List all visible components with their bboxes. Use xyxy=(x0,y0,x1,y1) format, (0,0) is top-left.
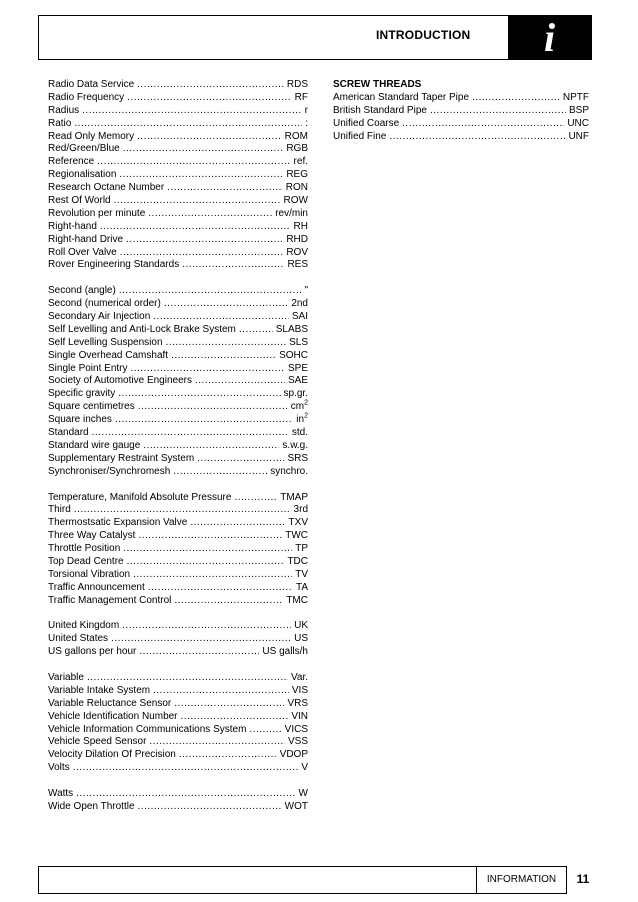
abbreviation-entry xyxy=(48,79,308,92)
abbreviation-entry xyxy=(48,143,308,156)
abbreviation-text: VIS xyxy=(291,684,308,696)
entry-abbreviation xyxy=(569,105,589,118)
entry-abbreviation xyxy=(291,711,308,724)
abbreviation-entry xyxy=(48,247,308,260)
entry-term: Secondary Air Injection xyxy=(48,311,151,323)
abbreviation-text: SRS xyxy=(287,452,308,464)
entry-term: Reference xyxy=(48,156,95,168)
entry-abbreviation xyxy=(291,672,308,685)
dot-leader xyxy=(138,530,282,543)
abbreviation-text: in xyxy=(296,414,305,426)
abbreviation-text: RGB xyxy=(286,143,308,155)
dot-leader xyxy=(123,143,284,156)
abbreviation-text: SPE xyxy=(287,362,308,374)
abbreviation-text: W xyxy=(298,787,308,799)
abbreviation-text: rev/min xyxy=(275,207,308,219)
abbreviation-entry xyxy=(48,569,308,582)
abbreviation-text: SLABS xyxy=(275,323,308,335)
entry-abbreviation xyxy=(285,530,308,543)
screw-threads-list xyxy=(333,92,589,144)
page-number: 11 xyxy=(576,872,590,886)
abbreviation-entry xyxy=(48,414,308,427)
dot-leader xyxy=(133,569,292,582)
entry-term: Specific gravity xyxy=(48,388,116,400)
dot-leader xyxy=(153,685,289,698)
abbreviation-text: V xyxy=(301,762,308,774)
entry-abbreviation xyxy=(284,195,308,208)
dot-leader xyxy=(114,195,281,208)
dot-leader xyxy=(430,105,566,118)
abbreviation-entry xyxy=(48,736,308,749)
entry-abbreviation xyxy=(296,414,308,427)
abbreviation-entry xyxy=(333,131,589,144)
entry-abbreviation xyxy=(305,105,308,118)
abbreviation-text: BSP xyxy=(568,104,589,116)
entry-term: Ratio xyxy=(48,117,72,129)
abbreviation-text: TXV xyxy=(288,517,308,529)
entry-term: Variable Reluctance Sensor xyxy=(48,697,172,709)
footer-section-label: INFORMATION xyxy=(476,866,567,894)
abbreviation-entry xyxy=(48,440,308,453)
abbreviation-text: UNF xyxy=(568,130,589,142)
dot-leader xyxy=(74,504,291,517)
abbreviation-entry xyxy=(48,259,308,272)
abbreviation-text: RHD xyxy=(286,233,308,245)
entry-abbreviation xyxy=(292,311,308,324)
dot-leader xyxy=(122,620,291,633)
dot-leader xyxy=(149,736,285,749)
abbreviation-entry xyxy=(48,530,308,543)
abbreviation-text: ref. xyxy=(293,156,308,168)
entry-term: Volts xyxy=(48,762,70,774)
entry-term: United Kingdom xyxy=(48,620,120,632)
entry-abbreviation xyxy=(286,169,308,182)
dot-leader xyxy=(181,711,289,724)
abbreviation-entry xyxy=(48,105,308,118)
abbreviation-entry xyxy=(48,234,308,247)
dot-leader xyxy=(143,440,279,453)
group-spacer xyxy=(48,659,308,672)
entry-abbreviation xyxy=(289,337,308,350)
entry-term: Red/Green/Blue xyxy=(48,143,120,155)
group-spacer xyxy=(48,775,308,788)
entry-abbreviation xyxy=(286,234,308,247)
abbreviation-entry xyxy=(48,118,308,131)
abbreviation-text: SAI xyxy=(291,311,308,323)
entry-term: Supplementary Restraint System xyxy=(48,452,195,464)
entry-term: Rover Engineering Standards xyxy=(48,259,180,271)
abbreviation-entry xyxy=(48,311,308,324)
dot-leader xyxy=(119,285,302,298)
entry-abbreviation xyxy=(295,543,308,556)
dot-leader xyxy=(92,427,289,440)
entry-term: Vehicle Speed Sensor xyxy=(48,736,147,748)
abbreviation-text: TMAP xyxy=(280,491,308,503)
abbreviation-text: cm xyxy=(290,401,305,413)
entry-abbreviation xyxy=(296,582,308,595)
dot-leader xyxy=(234,492,277,505)
entry-term: Unified Fine xyxy=(333,130,387,142)
entry-abbreviation xyxy=(276,324,308,337)
abbreviation-entry xyxy=(48,401,308,414)
abbreviation-text: TMC xyxy=(286,594,308,606)
entry-term: Research Octane Number xyxy=(48,182,165,194)
entry-abbreviation xyxy=(288,363,308,376)
entry-term: Rest Of World xyxy=(48,195,111,207)
entry-term: Thermostsatic Expansion Valve xyxy=(48,517,188,529)
entry-abbreviation xyxy=(286,247,308,260)
abbreviation-entry xyxy=(48,698,308,711)
abbreviation-text: REG xyxy=(286,169,308,181)
abbreviation-entry xyxy=(48,466,308,479)
dot-leader xyxy=(138,401,288,414)
entry-term: Traffic Management Control xyxy=(48,594,172,606)
abbreviation-text: UNC xyxy=(567,117,589,129)
abbreviation-entry xyxy=(48,620,308,633)
abbreviation-text: s.w.g. xyxy=(282,439,308,451)
abbreviation-entry xyxy=(48,711,308,724)
screw-threads-heading: SCREW THREADS xyxy=(333,79,422,90)
entry-term: Three Way Catalyst xyxy=(48,530,136,542)
entry-abbreviation xyxy=(295,92,308,105)
dot-leader xyxy=(402,118,564,131)
dot-leader xyxy=(111,633,291,646)
section-title: INTRODUCTION xyxy=(376,28,471,42)
entry-term: Regionalisation xyxy=(48,169,117,181)
entry-abbreviation xyxy=(282,440,308,453)
entry-abbreviation xyxy=(299,788,308,801)
entry-abbreviation xyxy=(288,736,308,749)
entry-term: Right-hand xyxy=(48,220,97,232)
entry-abbreviation xyxy=(305,118,308,131)
abbreviation-text: VDOP xyxy=(279,749,308,761)
abbreviation-text: sp.gr. xyxy=(283,388,308,400)
entry-abbreviation xyxy=(294,504,308,517)
abbreviation-entry xyxy=(48,801,308,814)
entry-term: Standard xyxy=(48,427,89,439)
dot-leader xyxy=(97,156,290,169)
entry-abbreviation xyxy=(280,749,308,762)
entry-term: Radio Data Service xyxy=(48,79,135,90)
entry-term: Standard wire gauge xyxy=(48,439,141,451)
entry-term: Single Overhead Camshaft xyxy=(48,349,169,361)
abbreviation-text: US xyxy=(294,633,308,645)
entry-term: Square centimetres xyxy=(48,401,135,413)
entry-term: Society of Automotive Engineers xyxy=(48,375,192,387)
abbreviation-entry xyxy=(48,492,308,505)
abbreviation-text: RF xyxy=(294,91,308,103)
entry-term: Right-hand Drive xyxy=(48,233,124,245)
entry-abbreviation xyxy=(280,492,308,505)
dot-leader xyxy=(148,208,272,221)
screw-threads-section xyxy=(333,79,589,143)
entry-abbreviation xyxy=(304,285,308,298)
entry-term: Self Levelling Suspension xyxy=(48,336,163,348)
abbreviation-text: SOHC xyxy=(279,349,308,361)
abbreviation-text: US galls/h xyxy=(262,646,308,658)
group-spacer xyxy=(48,479,308,492)
dot-leader xyxy=(127,556,285,569)
entry-abbreviation xyxy=(294,156,308,169)
entry-abbreviation xyxy=(286,143,308,156)
abbreviation-entry xyxy=(48,182,308,195)
abbreviation-entry xyxy=(48,350,308,363)
entry-term: United States xyxy=(48,633,109,645)
abbreviation-text: 3rd xyxy=(293,504,308,516)
entry-abbreviation xyxy=(292,427,308,440)
entry-term: Third xyxy=(48,504,71,516)
abbreviation-entry xyxy=(48,633,308,646)
abbreviation-text: TV xyxy=(295,568,308,580)
abbreviation-text: ROV xyxy=(286,246,308,258)
abbreviation-entry xyxy=(48,453,308,466)
abbreviations-list-left xyxy=(48,79,308,814)
abbreviation-text: std. xyxy=(291,427,308,439)
entry-term: Radius xyxy=(48,104,80,116)
entry-term: Traffic Announcement xyxy=(48,581,145,593)
entry-term: Wide Open Throttle xyxy=(48,800,135,812)
entry-term: Unified Coarse xyxy=(333,117,400,129)
dot-leader xyxy=(76,788,295,801)
abbreviation-entry xyxy=(48,131,308,144)
abbreviation-entry xyxy=(333,105,589,118)
dot-leader xyxy=(389,131,565,144)
dot-leader xyxy=(167,182,283,195)
dot-leader xyxy=(195,375,285,388)
entry-term: Single Point Entry xyxy=(48,362,128,374)
entry-term: Revolution per minute xyxy=(48,207,146,219)
entry-term: Top Dead Centre xyxy=(48,555,124,567)
abbreviation-text: synchro. xyxy=(270,465,308,477)
entry-abbreviation xyxy=(285,724,308,737)
abbreviation-entry xyxy=(48,595,308,608)
entry-abbreviation xyxy=(285,131,308,144)
abbreviation-text: RON xyxy=(285,182,308,194)
abbreviation-entry xyxy=(48,195,308,208)
dot-leader xyxy=(174,698,284,711)
abbreviation-text: TWC xyxy=(285,530,308,542)
abbreviation-entry xyxy=(48,156,308,169)
dot-leader xyxy=(239,324,273,337)
entry-abbreviation xyxy=(286,595,308,608)
abbreviation-entry xyxy=(48,582,308,595)
dot-leader xyxy=(153,311,289,324)
abbreviation-text: TDC xyxy=(287,555,308,567)
entry-abbreviation xyxy=(295,569,308,582)
dot-leader xyxy=(123,543,292,556)
entry-term: Read Only Memory xyxy=(48,130,135,142)
entry-abbreviation xyxy=(294,221,308,234)
entry-abbreviation xyxy=(563,92,589,105)
abbreviation-text: SLS xyxy=(289,336,308,348)
dot-leader xyxy=(173,466,267,479)
dot-leader xyxy=(100,221,291,234)
abbreviation-text: " xyxy=(304,285,308,297)
superscript: 2 xyxy=(304,399,308,407)
information-icon: i xyxy=(508,16,591,59)
dot-leader xyxy=(179,749,277,762)
abbreviation-entry xyxy=(48,788,308,801)
entry-abbreviation xyxy=(279,350,308,363)
entry-abbreviation xyxy=(294,633,308,646)
entry-abbreviation xyxy=(285,801,308,814)
entry-term: British Standard Pipe xyxy=(333,104,427,116)
dot-leader xyxy=(472,92,560,105)
entry-abbreviation xyxy=(294,620,308,633)
dot-leader xyxy=(182,259,284,272)
abbreviation-text: VIN xyxy=(291,710,308,722)
dot-leader xyxy=(138,801,282,814)
abbreviation-entry xyxy=(48,517,308,530)
dot-leader xyxy=(82,105,302,118)
entry-abbreviation xyxy=(287,259,308,272)
entry-term: Radio Frequency xyxy=(48,91,125,103)
abbreviation-entry xyxy=(48,208,308,221)
abbreviation-entry xyxy=(48,556,308,569)
entry-term: Second (angle) xyxy=(48,285,116,297)
abbreviation-entry xyxy=(48,724,308,737)
abbreviation-text: ROM xyxy=(284,130,308,142)
entry-term: Second (numerical order) xyxy=(48,298,161,310)
abbreviation-text: 2nd xyxy=(291,298,308,310)
abbreviation-text: VRS xyxy=(287,697,308,709)
entry-term: US gallons per hour xyxy=(48,646,137,658)
group-spacer xyxy=(48,272,308,285)
entry-abbreviation xyxy=(287,79,308,92)
dot-leader xyxy=(166,337,287,350)
entry-abbreviation xyxy=(291,298,308,311)
entry-abbreviation xyxy=(567,118,589,131)
entry-abbreviation xyxy=(287,453,308,466)
entry-term: Square inches xyxy=(48,414,112,426)
entry-abbreviation xyxy=(568,131,589,144)
abbreviation-entry xyxy=(48,388,308,401)
entry-term: Vehicle Information Communications System xyxy=(48,723,247,735)
abbreviation-text: VSS xyxy=(287,736,308,748)
dot-leader xyxy=(164,298,288,311)
abbreviation-entry xyxy=(48,749,308,762)
entry-abbreviation xyxy=(287,698,308,711)
entry-abbreviation xyxy=(286,182,308,195)
entry-term: Roll Over Valve xyxy=(48,246,117,258)
entry-abbreviation xyxy=(287,556,308,569)
entry-term: Variable Intake System xyxy=(48,684,151,696)
abbreviation-entry xyxy=(48,285,308,298)
abbreviation-entry xyxy=(48,427,308,440)
abbreviation-text: Var. xyxy=(290,671,308,683)
entry-term: Self Levelling and Anti-Lock Brake System xyxy=(48,323,236,335)
abbreviation-text: r xyxy=(304,104,308,116)
abbreviation-entry xyxy=(333,118,589,131)
dot-leader xyxy=(120,247,284,260)
abbreviation-entry xyxy=(48,324,308,337)
entry-term: American Standard Taper Pipe xyxy=(333,91,470,103)
dot-leader xyxy=(127,92,292,105)
dot-leader xyxy=(171,350,276,363)
abbreviation-entry xyxy=(48,169,308,182)
dot-leader xyxy=(119,169,283,182)
abbreviation-text: RES xyxy=(287,259,308,271)
abbreviation-text: RH xyxy=(293,220,308,232)
entry-abbreviation xyxy=(292,685,308,698)
abbreviation-text: RDS xyxy=(286,79,308,90)
dot-leader xyxy=(74,118,302,131)
abbreviation-text: NPTF xyxy=(562,91,589,103)
abbreviation-entry xyxy=(48,298,308,311)
abbreviation-entry xyxy=(48,221,308,234)
abbreviation-entry xyxy=(48,375,308,388)
entry-term: Synchroniser/Synchromesh xyxy=(48,465,171,477)
abbreviation-entry xyxy=(48,92,308,105)
abbreviation-text: TP xyxy=(295,543,308,555)
dot-leader xyxy=(137,131,282,144)
dot-leader xyxy=(137,79,284,92)
abbreviation-entry xyxy=(48,685,308,698)
entry-term: Vehicle Identification Number xyxy=(48,710,178,722)
entry-term: Temperature, Manifold Absolute Pressure xyxy=(48,491,232,503)
entry-term: Velocity Dilation Of Precision xyxy=(48,749,176,761)
abbreviation-entry xyxy=(48,504,308,517)
abbreviation-entry xyxy=(48,543,308,556)
dot-leader xyxy=(115,414,293,427)
entry-abbreviation xyxy=(289,517,308,530)
abbreviation-text: : xyxy=(305,117,308,129)
abbreviation-text: SAE xyxy=(287,375,308,387)
superscript: 2 xyxy=(304,412,308,420)
dot-leader xyxy=(131,363,285,376)
dot-leader xyxy=(118,388,280,401)
dot-leader xyxy=(190,517,285,530)
abbreviation-text: TA xyxy=(295,581,308,593)
dot-leader xyxy=(148,582,293,595)
entry-abbreviation xyxy=(288,375,308,388)
abbreviation-entry xyxy=(48,762,308,775)
abbreviation-entry xyxy=(48,337,308,350)
abbreviation-entry xyxy=(48,646,308,659)
entry-term: Variable xyxy=(48,671,84,683)
group-spacer xyxy=(48,608,308,621)
entry-abbreviation xyxy=(262,646,308,659)
entry-abbreviation xyxy=(270,466,308,479)
dot-leader xyxy=(249,724,281,737)
abbreviation-text: UK xyxy=(294,620,308,632)
entry-term: Watts xyxy=(48,787,74,799)
entry-abbreviation xyxy=(301,762,308,775)
dot-leader xyxy=(73,762,299,775)
dot-leader xyxy=(174,595,283,608)
abbreviation-text: ROW xyxy=(283,195,308,207)
abbreviation-entry xyxy=(333,92,589,105)
entry-term: Throttle Position xyxy=(48,543,121,555)
abbreviation-entry xyxy=(48,672,308,685)
dot-leader xyxy=(197,453,284,466)
entry-term: Torsional Vibration xyxy=(48,568,131,580)
entry-abbreviation xyxy=(275,208,308,221)
abbreviation-text: WOT xyxy=(284,800,308,812)
dot-leader xyxy=(87,672,288,685)
abbreviation-text: VICS xyxy=(284,723,308,735)
dot-leader xyxy=(139,646,259,659)
abbreviation-entry xyxy=(48,363,308,376)
dot-leader xyxy=(126,234,283,247)
